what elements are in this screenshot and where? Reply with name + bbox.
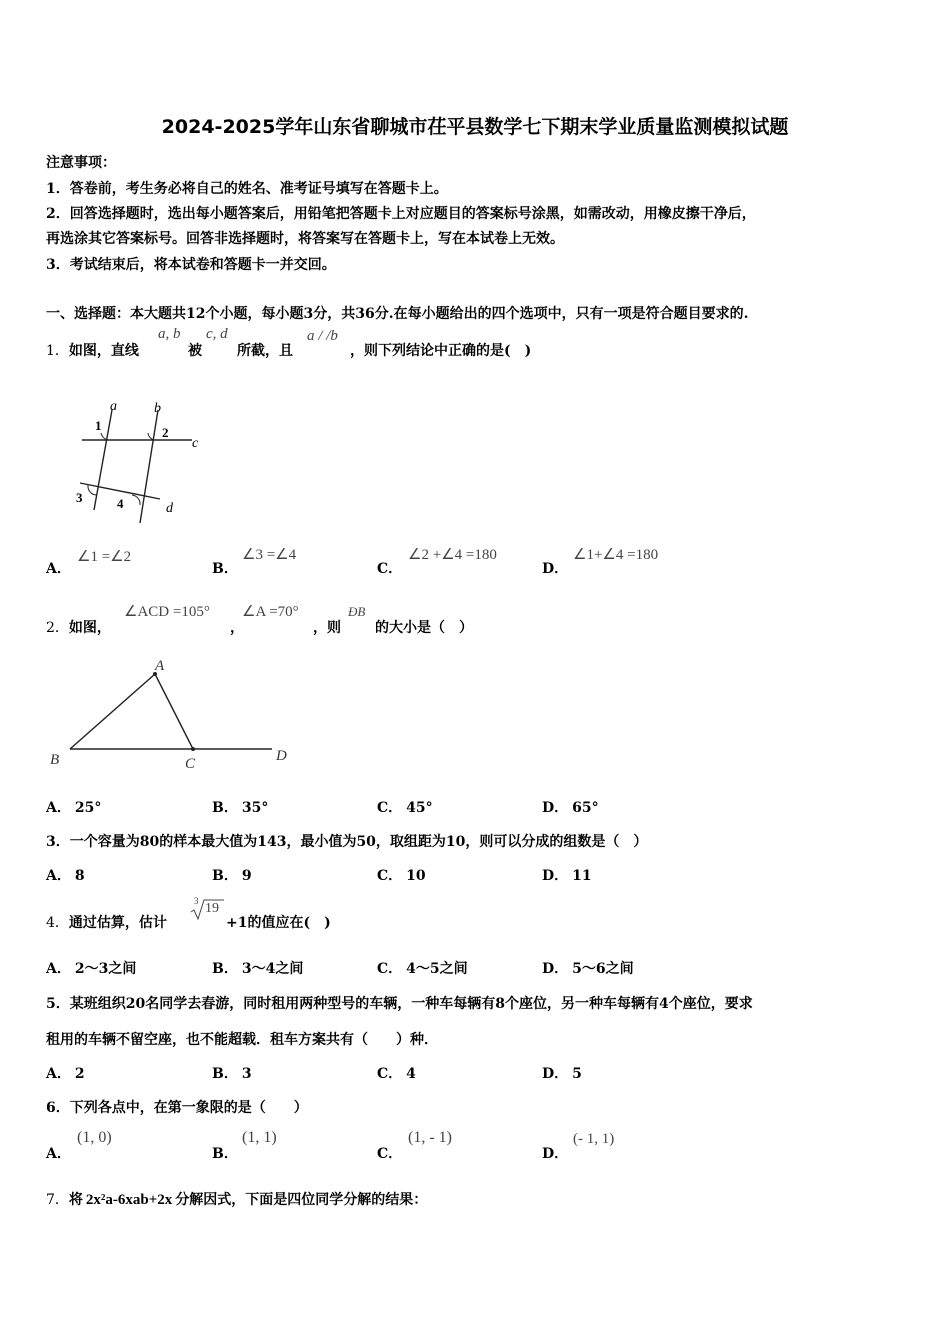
label-c: c [192,436,199,451]
label-B: B [50,752,60,768]
math-inline: ÐB [348,604,366,619]
question-5-line: 5．某班组织20名同学去春游，同时租用两种型号的车辆，一种车每辆有8个座位，另一种车每辆有4个座位，要求 [46,996,753,1012]
notice-item: 2．回答选择题时，选出每小题答案后，用铅笔把答题卡上对应题目的答案标号涂黑，如需改动，用橡皮擦干净后， [46,206,756,222]
label-2: 2 [162,425,169,440]
question-number: 4． [46,915,69,931]
q2-figure [44,652,304,777]
question-text: 通过估算，估计 [68,915,167,931]
option: B． 3～4之间 [212,961,304,977]
question-4 [46,912,167,932]
option: A． 2～3之间 [46,961,137,977]
notice-item: 再选涂其它答案标号。回答非选择题时，将答案写在答题卡上，写在本试卷上无效。 [46,231,564,247]
expression: 2x²a-6xab+2x [85,1192,173,1208]
question-7 [46,1189,427,1209]
option: A． 2 [46,1066,85,1082]
side-ab [70,674,155,749]
question-1 [46,340,139,360]
question-number: 2． [46,620,69,636]
math-inline: a / /b [307,328,338,344]
option-label: A． [46,561,71,577]
option: C． 4～5之间 [377,961,468,977]
question-3: 3．一个容量为80的样本最大值为143，最小值为50，取组距为10，则可以分成的组数是（ ） [46,834,648,850]
label-4: 4 [117,496,124,511]
label-C: C [185,756,196,772]
option-label: D． [542,1146,569,1162]
angle-arc [132,495,140,505]
question-text: 被 [188,343,202,359]
option: D． 5 [542,1066,582,1082]
option-math: (1, 1) [242,1129,277,1146]
option-math: (- 1, 1) [573,1131,615,1147]
line-b [140,410,158,523]
notice-item: 1．答卷前，考生务必将自己的姓名、准考证号填写在答题卡上。 [46,181,448,197]
option: D． 11 [542,868,592,884]
option-label: C． [377,561,403,577]
label-d: d [166,501,173,516]
option-math: (1, - 1) [408,1129,452,1146]
question-text: 的大小是（ ） [375,620,473,636]
question-2 [46,617,111,637]
notice-item: 3．考试结束后，将本试卷和答题卡一并交回。 [46,257,336,273]
q1-figure [70,395,210,525]
question-text: ，则下列结论中正确的是( ) [350,343,532,359]
option: C． 10 [377,868,426,884]
question-5-line: 租用的车辆不留空座，也不能超载．租车方案共有（ ）种． [46,1032,438,1048]
question-text: ， [230,620,244,636]
option-label: C． [377,1146,403,1162]
option-label: A． [46,1146,71,1162]
question-text: 将 [68,1192,83,1208]
math-inline: ∠A =70° [242,604,299,620]
question-text: 如图，直线 [68,343,139,359]
math-inline: c, d [206,326,228,342]
label-3: 3 [76,490,83,505]
question-text: 如图， [68,620,111,636]
option-math: ∠3 =∠4 [242,547,297,563]
radicand: 19 [205,901,219,916]
option: D． 5～6之间 [542,961,634,977]
option: A． 8 [46,868,85,884]
math-inline: ∠ACD =105° [124,604,210,620]
question-text: ，则 [313,620,341,636]
label-D: D [276,748,287,764]
option: D． 65° [542,800,599,816]
point-c [191,747,195,751]
option: C． 45° [377,800,433,816]
side-ac [155,674,193,749]
label-b: b [154,401,161,416]
option-label: B． [212,561,238,577]
option-math: ∠1 =∠2 [77,549,132,565]
question-number: 1． [46,343,69,359]
option: C． 4 [377,1066,416,1082]
page-title: 2024-2025学年山东省聊城市茌平县数学七下期末学业质量监测模拟试题 [161,116,789,138]
option-math: ∠1+∠4 =180 [573,547,659,563]
question-text: +1的值应在( ) [226,915,331,931]
question-text: 分解因式，下面是四位同学分解的结果： [175,1192,428,1208]
section-heading: 一、选择题：本大题共12个小题，每小题3分，共36分.在每小题给出的四个选项中，只有一项是符合题目要求的. [46,306,749,322]
question-number: 7． [46,1192,69,1208]
label-A: A [155,658,165,674]
root-index: 3 [194,896,199,906]
math-inline: a, b [158,326,181,342]
option: B． 35° [212,800,269,816]
question-6: 6．下列各点中，在第一象限的是（ ） [46,1100,308,1116]
option: B． 3 [212,1066,252,1082]
option: B． 9 [212,868,252,884]
option-math: (1, 0) [77,1129,112,1146]
label-1: 1 [95,418,102,433]
option: A． 25° [46,800,102,816]
notice-heading: 注意事项： [46,155,116,171]
option-math: ∠2 +∠4 =180 [408,547,497,563]
question-text: 所截，且 [237,343,293,359]
option-label: D． [542,561,569,577]
option-label: B． [212,1146,238,1162]
label-a: a [110,399,117,414]
